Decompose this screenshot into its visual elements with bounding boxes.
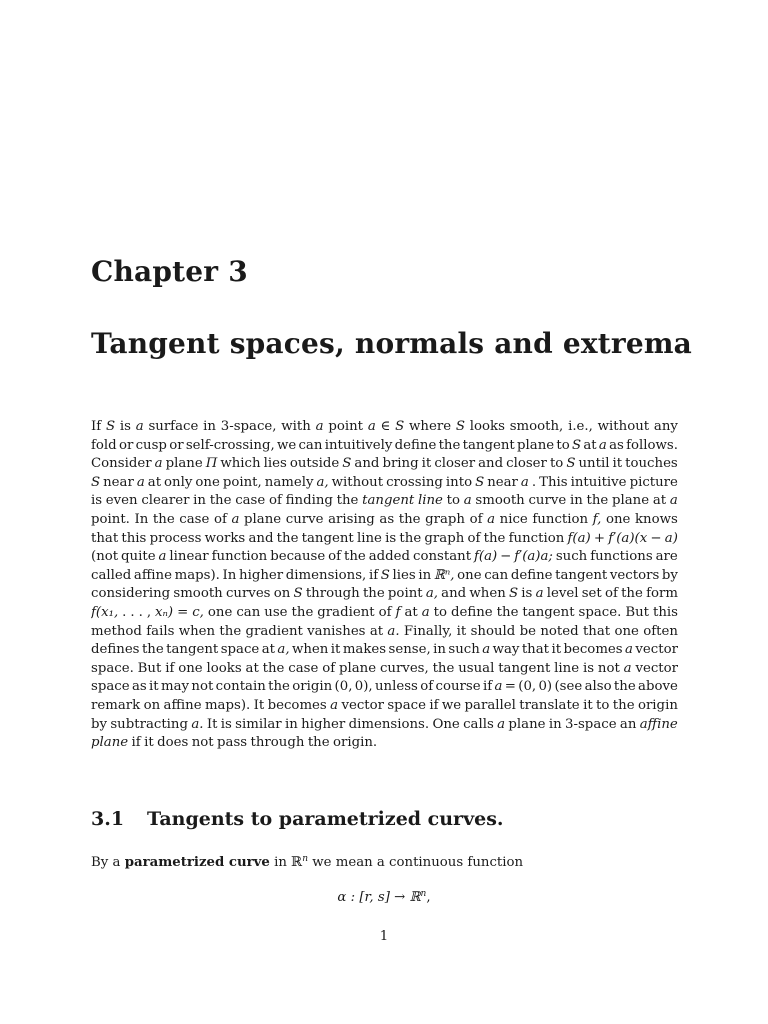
section-number: 3.1 <box>91 808 125 830</box>
defined-term: parametrized curve <box>124 855 270 870</box>
paragraph-line: Consider a plane Π which lies outside S and bring it closer and closer to S until it touches <box>91 456 678 472</box>
paragraph-line: that this process works and the tangent line is the graph of the function f(a) + f′(a)(x − a) <box>91 530 678 546</box>
paragraph-line: space as it may not contain the origin (0, 0), unless of course if a = (0, 0) (see also the above <box>91 679 678 695</box>
paragraph-line: point. In the case of a plane curve arising as the graph of a nice function f, one knows <box>91 512 678 527</box>
paragraph-line: space. But if one looks at the case of plane curves, the usual tangent line is not a vector <box>91 660 678 676</box>
display-equation: α : [r, s] → ℝ$^n$, <box>337 889 431 905</box>
paragraph-line: fold or cusp or self-crossing, we can intuitively define the tangent plane to S at a as follows. <box>91 437 678 453</box>
paragraph-line: by subtracting a. It is similar in higher dimensions. One calls a plane in 3-space an affine <box>91 716 678 732</box>
paragraph-line: plane if it does not pass through the origin. <box>91 735 378 751</box>
paragraph-line: f(x₁, . . . , xₙ) = c, one can use the gradient of f at a to define the tangent space. But this <box>91 605 678 620</box>
paragraph-line: defines the tangent space at a, when it makes sense, in such a way that it becomes a vector <box>91 642 678 658</box>
chapter-title: Tangent spaces, normals and extrema <box>91 327 693 360</box>
paragraph-line: called affine maps). In higher dimensions, if S lies in ℝⁿ, one can define tangent vectors by <box>91 567 678 583</box>
real-space-symbol: ℝ$^n$ <box>291 854 308 870</box>
paragraph-line: considering smooth curves on S through the point a, and when S is a level set of the form <box>91 586 678 602</box>
paragraph-line: remark on affine maps). It becomes a vector space if we parallel translate it to the origin <box>91 698 678 713</box>
paragraph-line: If S is a surface in 3-space, with a point a ∈ S where S looks smooth, i.e., without any <box>91 419 678 434</box>
section-heading <box>91 808 504 830</box>
page-number: 1 <box>379 929 389 944</box>
paragraph-line: method fails when the gradient vanishes at a. Finally, it should be noted that one often <box>91 623 678 639</box>
chapter-label: Chapter 3 <box>91 255 248 288</box>
definition-sentence: By a parametrized curve in ℝ$^n$ we mean a continuous function <box>91 854 524 870</box>
paragraph-line: is even clearer in the case of finding the tangent line to a smooth curve in the plane at a <box>91 493 678 509</box>
section-title: Tangents to parametrized curves. <box>147 808 504 830</box>
paragraph-line: S near a at only one point, namely a, without crossing into S near a . This intuitive picture <box>91 474 678 490</box>
paragraph-line: (not quite a linear function because of the added constant f(a) − f′(a)a; such functions are <box>91 549 678 565</box>
